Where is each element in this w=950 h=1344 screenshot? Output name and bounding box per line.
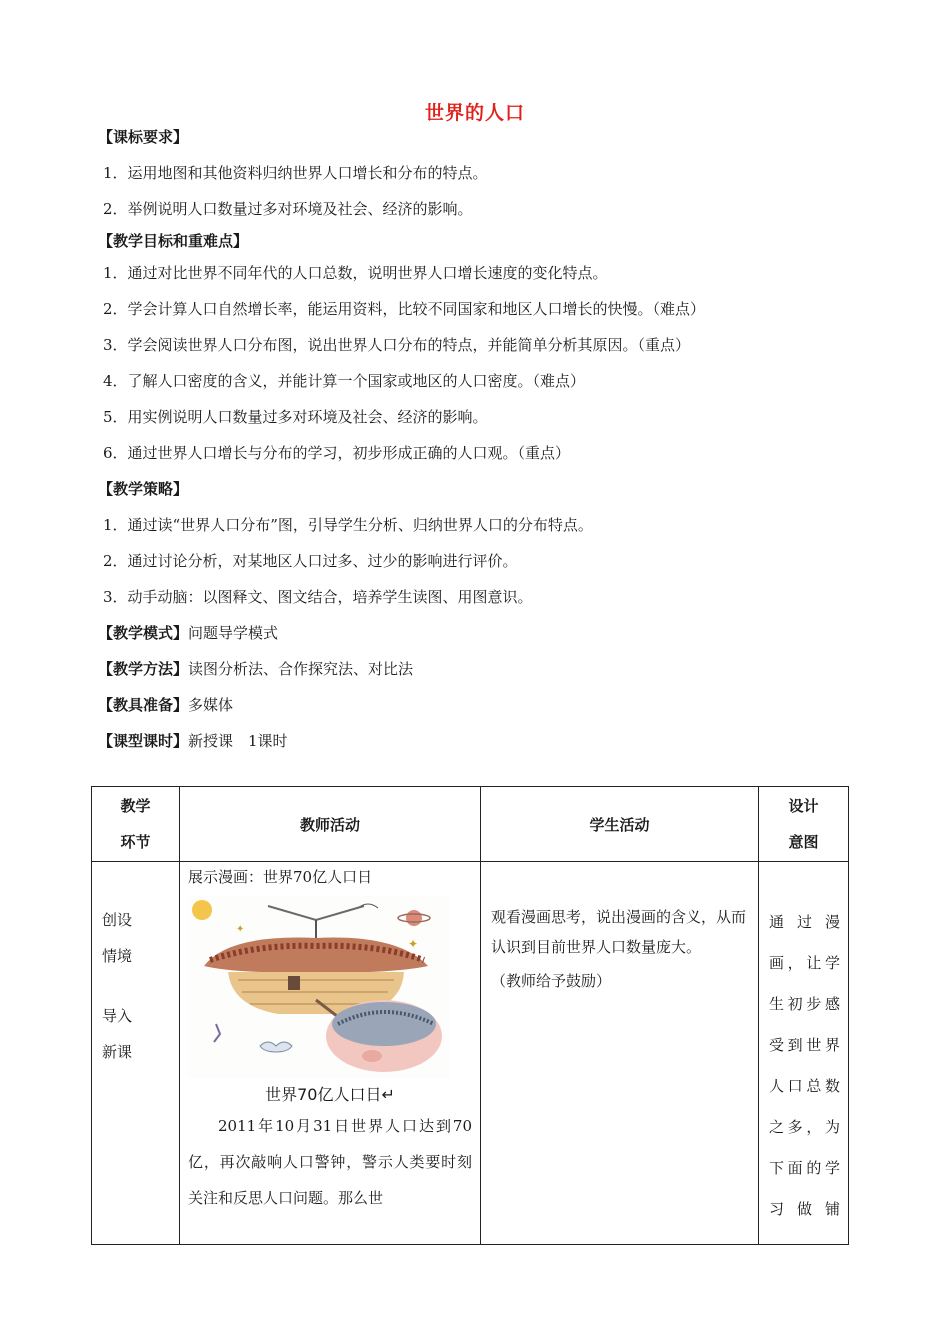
- teacher-intro: 展示漫画：世界70亿人口日: [188, 868, 373, 886]
- objective-item: 6．通过世界人口增长与分布的学习，初步形成正确的人口观。（重点）: [103, 444, 571, 462]
- tools-value: 多媒体: [188, 696, 234, 714]
- header-student: 学生活动: [481, 787, 759, 862]
- objective-item: 4．了解人口密度的含义，并能计算一个国家或地区的人口密度。（难点）: [103, 372, 586, 390]
- standard-item: 1．运用地图和其他资料归纳世界人口增长和分布的特点。: [103, 164, 488, 182]
- header-design: 设计 意图: [759, 787, 849, 862]
- teacher-paragraph: 2011年10月31日世界人口达到70亿，再次敲响人口警钟，警示人类要时刻关注和反思人口问题。那么世: [188, 1117, 472, 1207]
- objective-item: 2．学会计算人口自然增长率，能运用资料，比较不同国家和地区人口增长的快慢。（难点）: [103, 300, 706, 318]
- table-header-row: [92, 787, 849, 862]
- strategy-item: 2．通过讨论分析，对某地区人口过多、过少的影响进行评价。: [103, 552, 518, 570]
- svg-text:✦: ✦: [408, 937, 419, 951]
- method-value: 读图分析法、合作探究法、对比法: [188, 660, 414, 678]
- standard-item: 2．举例说明人口数量过多对环境及社会、经济的影响。: [103, 200, 473, 218]
- objective-item: 1．通过对比世界不同年代的人口总数，说明世界人口增长速度的变化特点。: [103, 264, 608, 282]
- lesson-table: [91, 786, 849, 1245]
- mode-value: 问题导学模式: [188, 624, 279, 642]
- header-teacher: 教师活动: [180, 787, 481, 862]
- teacher-activity-cell: [180, 862, 481, 1245]
- table-row: [92, 862, 849, 1245]
- objective-item: 3．学会阅读世界人口分布图，说出世界人口分布的特点，并能简单分析其原因。（重点）: [103, 336, 691, 354]
- header-stage: 教学 环节: [92, 787, 180, 862]
- page-title: 世界的人口: [424, 102, 525, 124]
- mode-row: [98, 623, 278, 643]
- student-activity-cell: [481, 862, 759, 1245]
- method-row: [98, 659, 413, 679]
- type-label: 【课型课时】: [98, 732, 189, 750]
- strategy-item: 1．通过读“世界人口分布”图，引导学生分析、归纳世界人口的分布特点。: [103, 516, 593, 534]
- type-value: 新授课 1课时: [188, 732, 288, 750]
- student-activity-note: （教师给予鼓励）: [491, 972, 612, 990]
- objective-item: 5．用实例说明人口数量过多对环境及社会、经济的影响。: [103, 408, 488, 426]
- method-label: 【教学方法】: [98, 660, 189, 678]
- strategy-item: 3．动手动脑：以图释文、图文结合，培养学生读图、用图意识。: [103, 588, 533, 606]
- standards-heading: 【课标要求】: [98, 128, 189, 146]
- mode-label: 【教学模式】: [98, 624, 189, 642]
- svg-text:✦: ✦: [236, 924, 245, 935]
- objectives-heading: 【教学目标和重难点】: [98, 232, 249, 250]
- population-comic-image: [188, 896, 450, 1078]
- tools-row: [98, 695, 233, 715]
- strategy-heading: 【教学策略】: [98, 480, 189, 498]
- student-activity-text: 观看漫画思考，说出漫画的含义，从而认识到目前世界人口数量庞大。: [491, 908, 747, 956]
- type-row: [98, 731, 288, 751]
- tools-label: 【教具准备】: [98, 696, 189, 714]
- comic-caption: 世界70亿人口日↵: [265, 1085, 395, 1104]
- design-intent-cell: 通过漫画，让学生初步感受到世界人口总数之多，为下面的学习做铺: [759, 862, 849, 1245]
- stage-cell: 创设 情境 导入 新课: [92, 862, 180, 1245]
